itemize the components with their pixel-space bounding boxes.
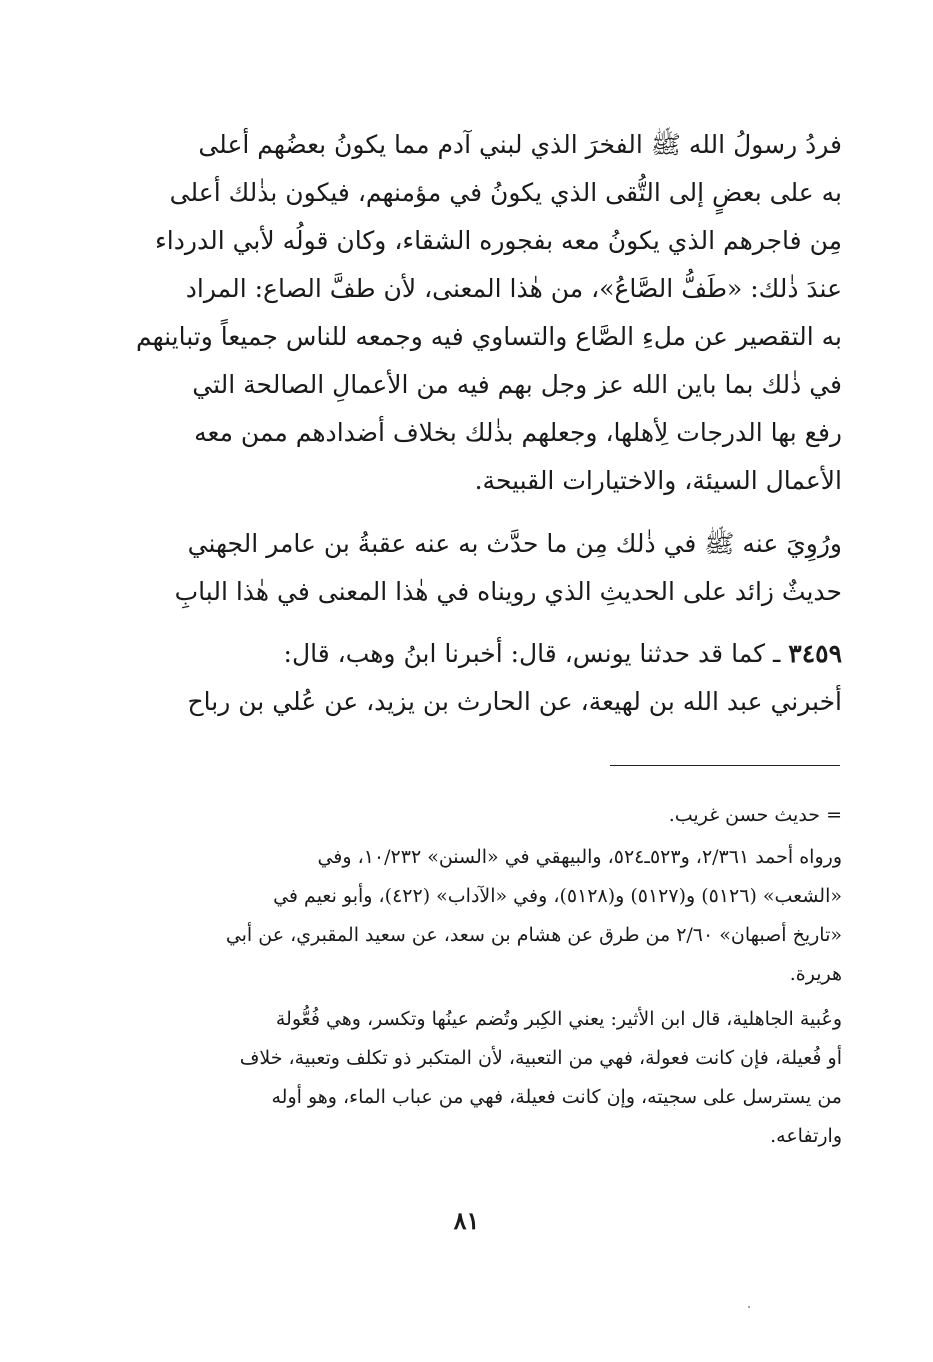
- text-line: الأعمال السيئة، والاختيارات القبيحة.: [474, 466, 842, 495]
- text-line: في ذٰلك بما باين الله عز وجل بهم فيه من الأعمالِ الصالحة التي: [192, 370, 842, 399]
- footnote-line: = حديث حسن غريب.: [668, 804, 842, 826]
- text-line: ورُوِيَ عنه ﷺ في ذٰلك مِن ما حدَّث به عنه عقبةُ بن عامر الجهني: [187, 529, 842, 558]
- hadith-first-line: [118, 630, 842, 678]
- footnote-line: ورواه أحمد ٢/٣٦١، و٥٢٣ـ٥٢٤، والبيهقي في «السنن» ١٠/٢٣٢، وفي: [317, 846, 842, 868]
- footnote-2: [118, 838, 842, 994]
- footnote-line: «تاريخ أصبهان» ٢/٦٠ من طرق عن هشام بن سعد، عن سعيد المقبري، عن أبي: [225, 924, 842, 946]
- text-line: عندَ ذٰلك: «طَفُّ الصَّاعُ»، من هٰذا المعنى، لأن طفَّ الصاع: المراد: [185, 274, 842, 303]
- footnote-line: وعُبية الجاهلية، قال ابن الأثير: يعني الكِبر وتُضم عينُها وتكسر، وهي فُعُّولة: [275, 1008, 842, 1030]
- text-line: فردُ رسولُ الله ﷺ الفخرَ الذي لبني آدم مما يكونُ بعضُهم أعلى: [198, 130, 842, 159]
- footnote-3: [118, 1000, 842, 1156]
- paragraph-3-hadith: [118, 630, 842, 726]
- footnote-line: هريرة.: [789, 963, 842, 985]
- paragraph-1: [118, 121, 842, 505]
- text-line: به على بعضٍ إلى التُّقى الذي يكونُ في مؤمنهم، فيكون بذٰلك أعلى: [169, 178, 842, 207]
- paragraph-2: [118, 520, 842, 616]
- footnote-line: أو فُعيلة، فإن كانت فعولة، فهي من التعبية، لأن المتكبر ذو تكلف وتعبية، خلاف: [239, 1047, 842, 1069]
- text-line: حديثٌ زائد على الحديثِ الذي رويناه في هٰذا المعنى في هٰذا البابِ: [174, 577, 842, 606]
- footnote-1: [118, 796, 842, 835]
- footnote-line: من يسترسل على سجيته، وإن كانت فعيلة، فهي من عباب الماء، وهو أوله: [271, 1086, 842, 1108]
- text-line: مِن فاجرهم الذي يكونُ معه بفجوره الشقاء، وكان قولُه لأبي الدرداء: [155, 226, 842, 255]
- hadith-number: ٣٤٥٩: [788, 639, 842, 668]
- footnote-line: «الشعب» (٥١٢٦) و(٥١٢٧) و(٥١٢٨)، وفي «الآداب» (٤٢٢)، وأبو نعيم في: [273, 885, 842, 907]
- footnote-line: وارتفاعه.: [770, 1125, 842, 1147]
- scan-speck: [748, 1306, 750, 1308]
- text-line: رفع بها الدرجات لِأهلها، وجعلهم بذٰلك بخلاف أضدادهم ممن معه: [194, 418, 842, 447]
- text-line: به التقصير عن ملءِ الصَّاع والتساوي فيه وجمعه للناس جميعاً وتباينهم: [135, 322, 842, 351]
- page-number: ٨١: [453, 1206, 480, 1235]
- footnote-separator: [610, 765, 840, 766]
- text-line: أخبرني عبد الله بن لهيعة، عن الحارث بن يزيد، عن عُلي بن رباح: [187, 687, 842, 716]
- hadith-line-rest: ـ كما قد حدثنا يونس، قال: أخبرنا ابنُ وهب، قال:: [283, 639, 789, 668]
